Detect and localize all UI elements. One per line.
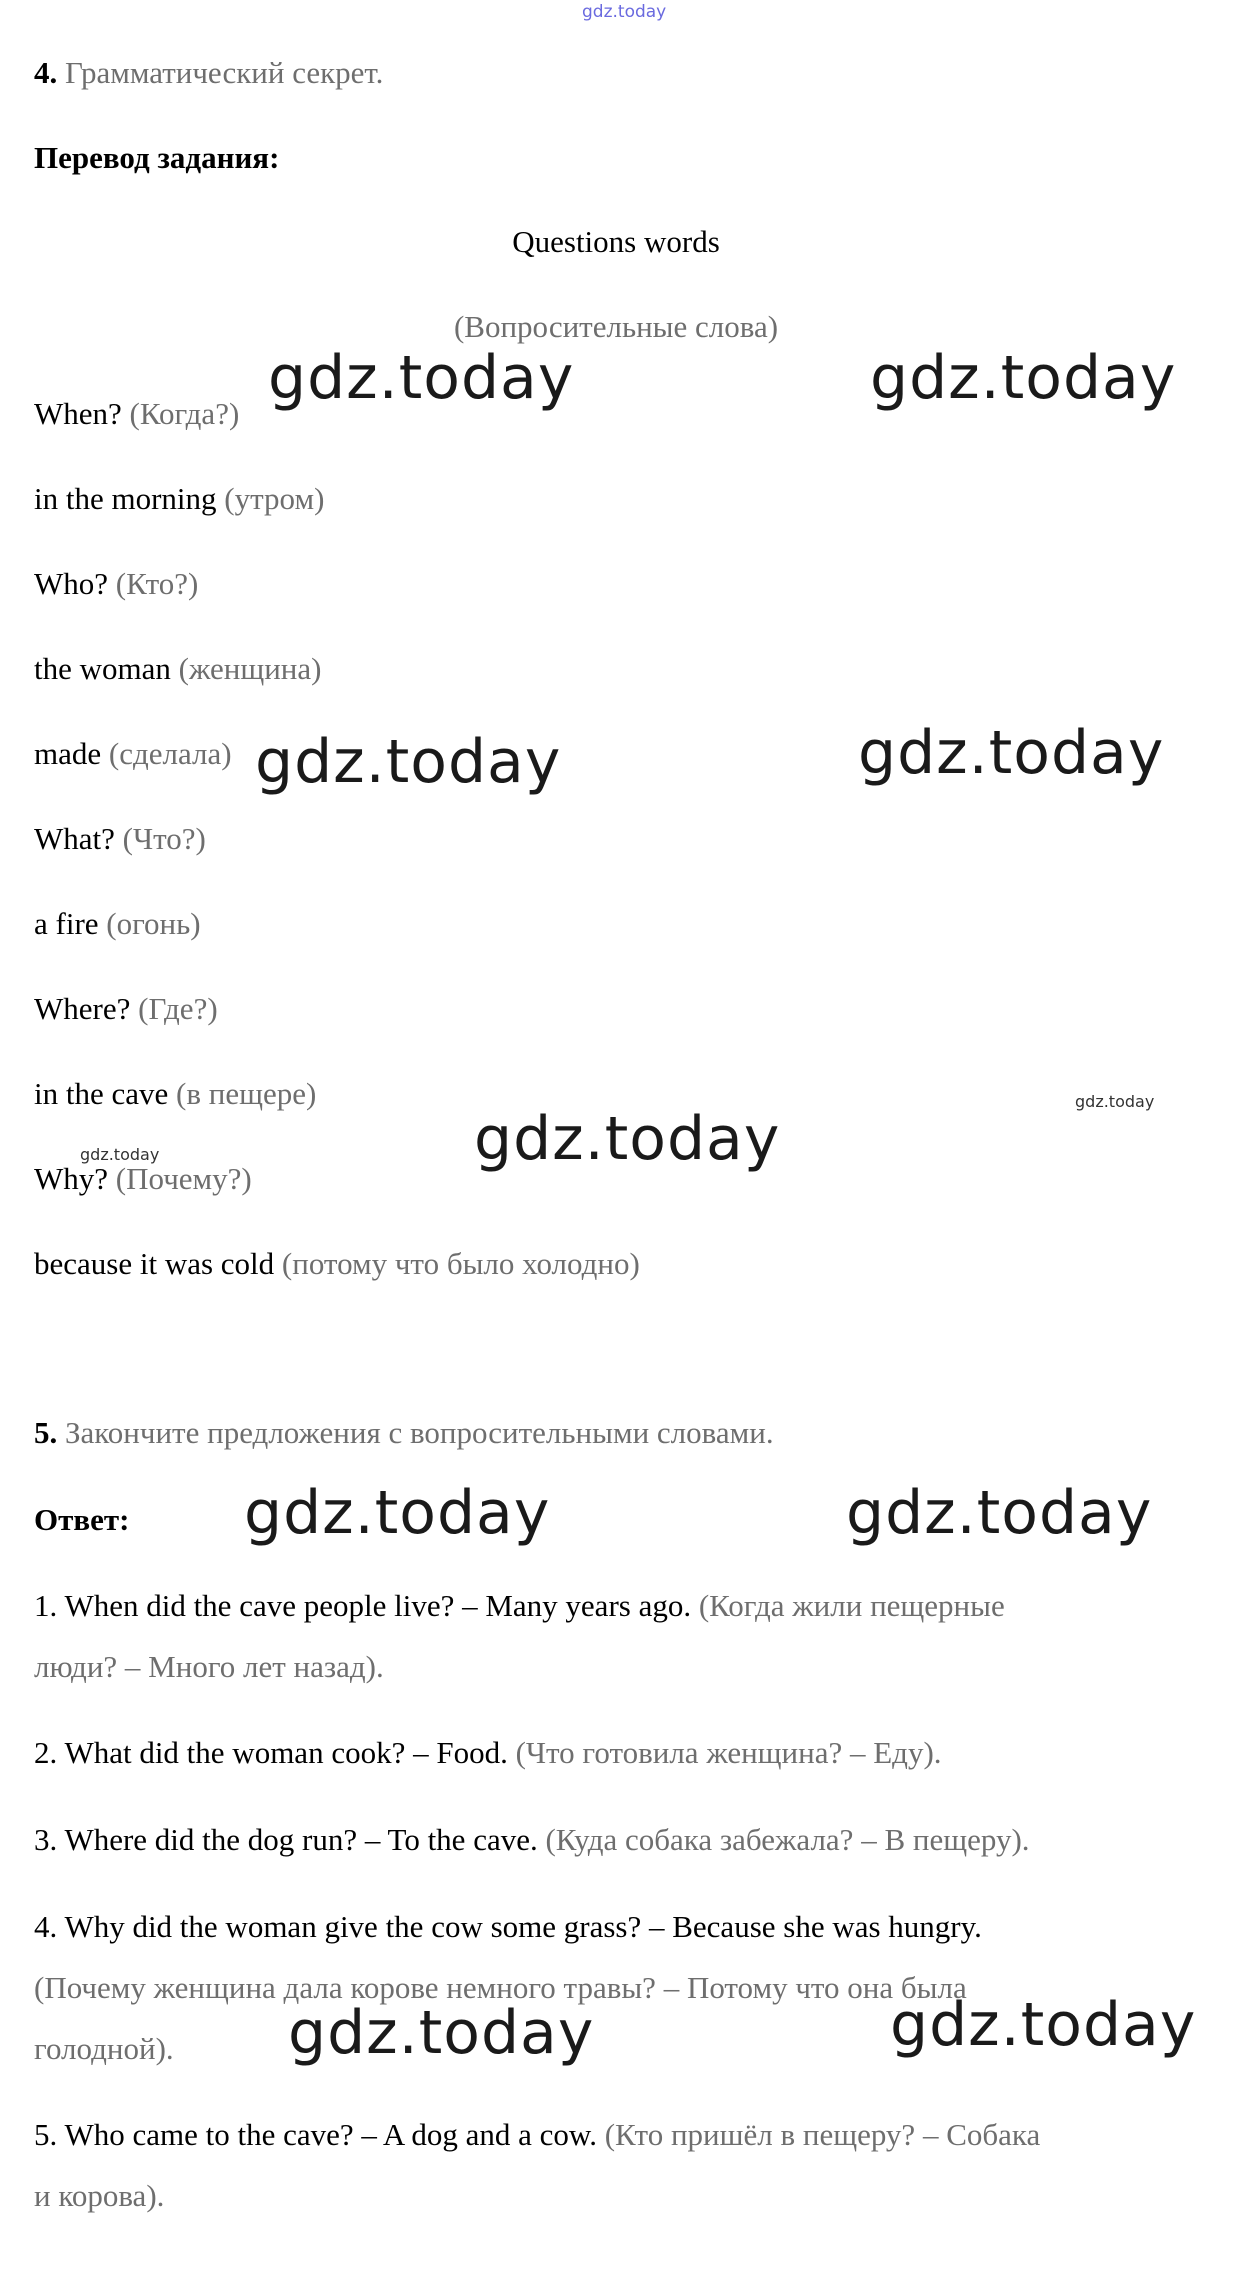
watermark: gdz.today [846,1478,1153,1548]
word-row [34,989,218,1029]
answer-line-cont: люди? – Много лет назад). [34,1649,384,1684]
word-row [34,1159,252,1199]
row-ru: (огонь) [106,906,201,941]
row-en: Who? [34,566,109,601]
watermark: gdz.today [870,343,1177,413]
word-row [34,479,324,519]
row-en: in the morning [34,481,217,516]
row-en: When? [34,396,122,431]
answer-line [34,1733,942,1773]
watermark: gdz.today [890,1990,1197,2060]
answer-line-cont: и корова). [34,2178,165,2213]
task4-number: 4. [34,55,58,90]
watermark: gdz.today [474,1104,781,1174]
answer-ru: (Когда жили пещерные [698,1588,1005,1623]
answer-en: 5. Who came to the cave? – A dog and a cow. [34,2117,597,2152]
answer-heading: Ответ: [34,1502,130,1537]
row-en: made [34,736,102,771]
row-ru: (утром) [224,481,325,516]
row-en: a fire [34,906,99,941]
row-en: in the cave [34,1076,169,1111]
watermark-small: gdz.today [1075,1092,1155,1111]
word-row [34,649,321,689]
word-row [34,564,198,604]
word-row [34,1074,316,1114]
watermark-small: gdz.today [80,1145,160,1164]
answer-en: 3. Where did the dog run? – To the cave. [34,1822,538,1857]
row-ru: (потому что было холодно) [281,1246,640,1281]
task4-heading [34,53,383,93]
answer-en: 1. When did the cave people live? – Many years ago. [34,1588,692,1623]
row-ru: (Что?) [122,821,206,856]
row-ru: (сделала) [108,736,232,771]
row-en: What? [34,821,115,856]
task5-title: Закончите предложения с вопросительными словами. [65,1415,774,1450]
answer-line [34,2115,1040,2155]
watermark-top: gdz.today [582,2,667,22]
word-row [34,819,206,859]
answer-line-cont: (Почему женщина дала корове немного травы? – Потому что она была [34,1970,967,2005]
answer-ru: (Куда собака забежала? – В пещеру). [545,1822,1030,1857]
row-ru: (Кто?) [115,566,199,601]
answer-line-cont: голодной). [34,2031,174,2066]
word-row [34,734,232,774]
translation-heading: Перевод задания: [34,140,280,175]
row-en: Why? [34,1161,109,1196]
answer-en: 2. What did the woman cook? – Food. [34,1735,508,1770]
task5-number: 5. [34,1415,58,1450]
answer-line [34,1586,1005,1626]
watermark: gdz.today [255,727,562,797]
answer-ru: (Что готовила женщина? – Еду). [515,1735,942,1770]
watermark: gdz.today [858,718,1165,788]
table-subtitle: (Вопросительные слова) [453,309,779,344]
task4-title: Грамматический секрет. [65,55,384,90]
answer-ru: (Кто пришёл в пещеру? – Собака [604,2117,1041,2152]
row-en: the woman [34,651,171,686]
watermark: gdz.today [288,1998,595,2068]
row-ru: (в пещере) [176,1076,317,1111]
row-ru: (женщина) [178,651,322,686]
row-ru: (Где?) [138,991,218,1026]
table-title: Questions words [512,224,720,259]
word-row [34,394,239,434]
row-ru: (Когда?) [129,396,240,431]
row-ru: (Почему?) [115,1161,252,1196]
word-row [34,1244,640,1284]
task5-heading [34,1413,774,1453]
watermark: gdz.today [268,343,575,413]
row-en: because it was cold [34,1246,275,1281]
watermark: gdz.today [244,1478,551,1548]
answer-line [34,1820,1030,1860]
answer-line: 4. Why did the woman give the cow some grass? – Because she was hungry. [34,1909,982,1944]
row-en: Where? [34,991,131,1026]
word-row [34,904,201,944]
